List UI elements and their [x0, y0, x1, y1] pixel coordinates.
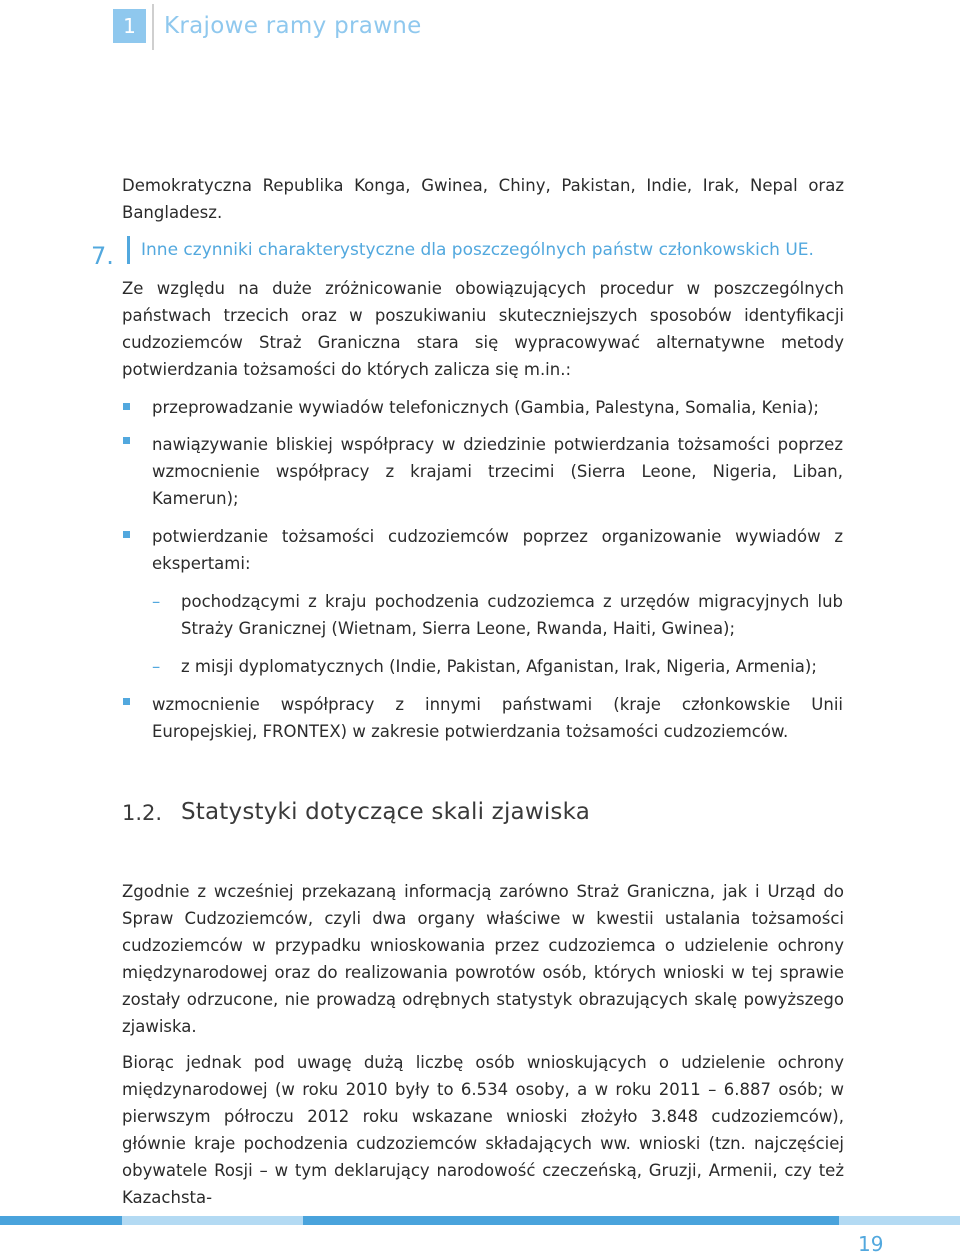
chapter-number-badge: 1 — [113, 9, 146, 43]
section-7-bar — [127, 236, 130, 264]
footer-bar-segment-dark — [0, 1216, 122, 1225]
section-1-2-paragraph-2: Biorąc jednak pod uwagę dużą liczbę osób wnioskujących o udzielenie ochrony międzynarodowej (w roku 2010 były to 6.534 osoby, a w roku 2011 – 6.887 osób; w pierwszym półroczu 2012 roku wskazane wnioski złożyło 3.848 cudzoziemców), głównie kraje pochodzenia cudzoziemców składających ww. wnioski (tzn. najczęściej obywatele Rosji – w tym deklarujący narodowość czeczeńską, Gruzji, Armenii, czy też Kazachsta- — [122, 1053, 844, 1207]
bullet-marker — [123, 531, 130, 538]
bullet-marker — [123, 698, 130, 705]
footer-bar-segment-dark — [303, 1216, 839, 1225]
section-7-paragraph: Ze względu na duże zróżnicowanie obowiązujących procedur w poszczególnych państwach trzecich oraz w poszukiwaniu skuteczniejszych sposobów identyfikacji cudzoziemców Straż Graniczna stara się wypracowywać alternatywne metody potwierdzania tożsamości do których zalicza się m.in.: — [122, 279, 844, 379]
section-1-2-paragraph-1: Zgodnie z wcześniej przekazaną informacją zarówno Straż Graniczna, jak i Urząd do Spraw Cudzoziemców, czyli dwa organy właściwe w kwestii ustalania tożsamości cudzoziemców w przypadku wnioskowania przez cudzoziemca o udzielenie ochrony międzynarodowej oraz do realizowania powrotów osób, których wnioski w tej sprawie zostały odrzucone, nie prowadzą odrębnych statystyk obrazujących skalę powyższego zjawiska. — [122, 882, 844, 1036]
section-1-2-title: Statystyki dotyczące skali zjawiska — [181, 799, 591, 825]
page-number: 19 — [858, 1232, 884, 1256]
section-1-2-number: 1.2. — [122, 801, 163, 825]
header-divider — [152, 4, 154, 50]
bullet-item-1: przeprowadzanie wywiadów telefonicznych (Gambia, Palestyna, Somalia, Kenia); — [152, 398, 819, 417]
sub-item-2: z misji dyplomatycznych (Indie, Pakistan, Afganistan, Irak, Nigeria, Armenia); — [181, 657, 817, 676]
footer-bar-segment-light — [839, 1216, 960, 1225]
bullet-item-2: nawiązywanie bliskiej współpracy w dziedzinie potwierdzania tożsamości poprzez wzmocnienie współpracy z krajami trzecimi (Sierra Leone, Nigeria, Liban, Kamerun); — [152, 435, 843, 508]
sub-item-1: pochodzącymi z kraju pochodzenia cudzoziemca z urzędów migracyjnych lub Straży Granicznej (Wietnam, Sierra Leone, Rwanda, Haiti, Gwinea); — [181, 592, 843, 638]
bullet-marker — [123, 403, 130, 410]
intro-paragraph: Demokratyczna Republika Konga, Gwinea, Chiny, Pakistan, Indie, Irak, Nepal oraz Bangladesz. — [122, 176, 844, 222]
chapter-title: Krajowe ramy prawne — [164, 13, 422, 39]
section-7-number: 7. — [91, 242, 114, 270]
footer-bar-segment-light — [122, 1216, 303, 1225]
dash-marker: – — [152, 657, 161, 676]
bullet-item-3: potwierdzanie tożsamości cudzoziemców poprzez organizowanie wywiadów z ekspertami: — [152, 527, 843, 573]
section-7-title: Inne czynniki charakterystyczne dla poszczególnych państw członkowskich UE. — [141, 240, 814, 260]
bullet-item-4: wzmocnienie współpracy z innymi państwami (kraje członkowskie Unii Europejskiej, FRONTEX) w zakresie potwierdzania tożsamości cudzoziemców. — [152, 695, 843, 741]
bullet-marker — [123, 437, 130, 444]
dash-marker: – — [152, 592, 161, 611]
